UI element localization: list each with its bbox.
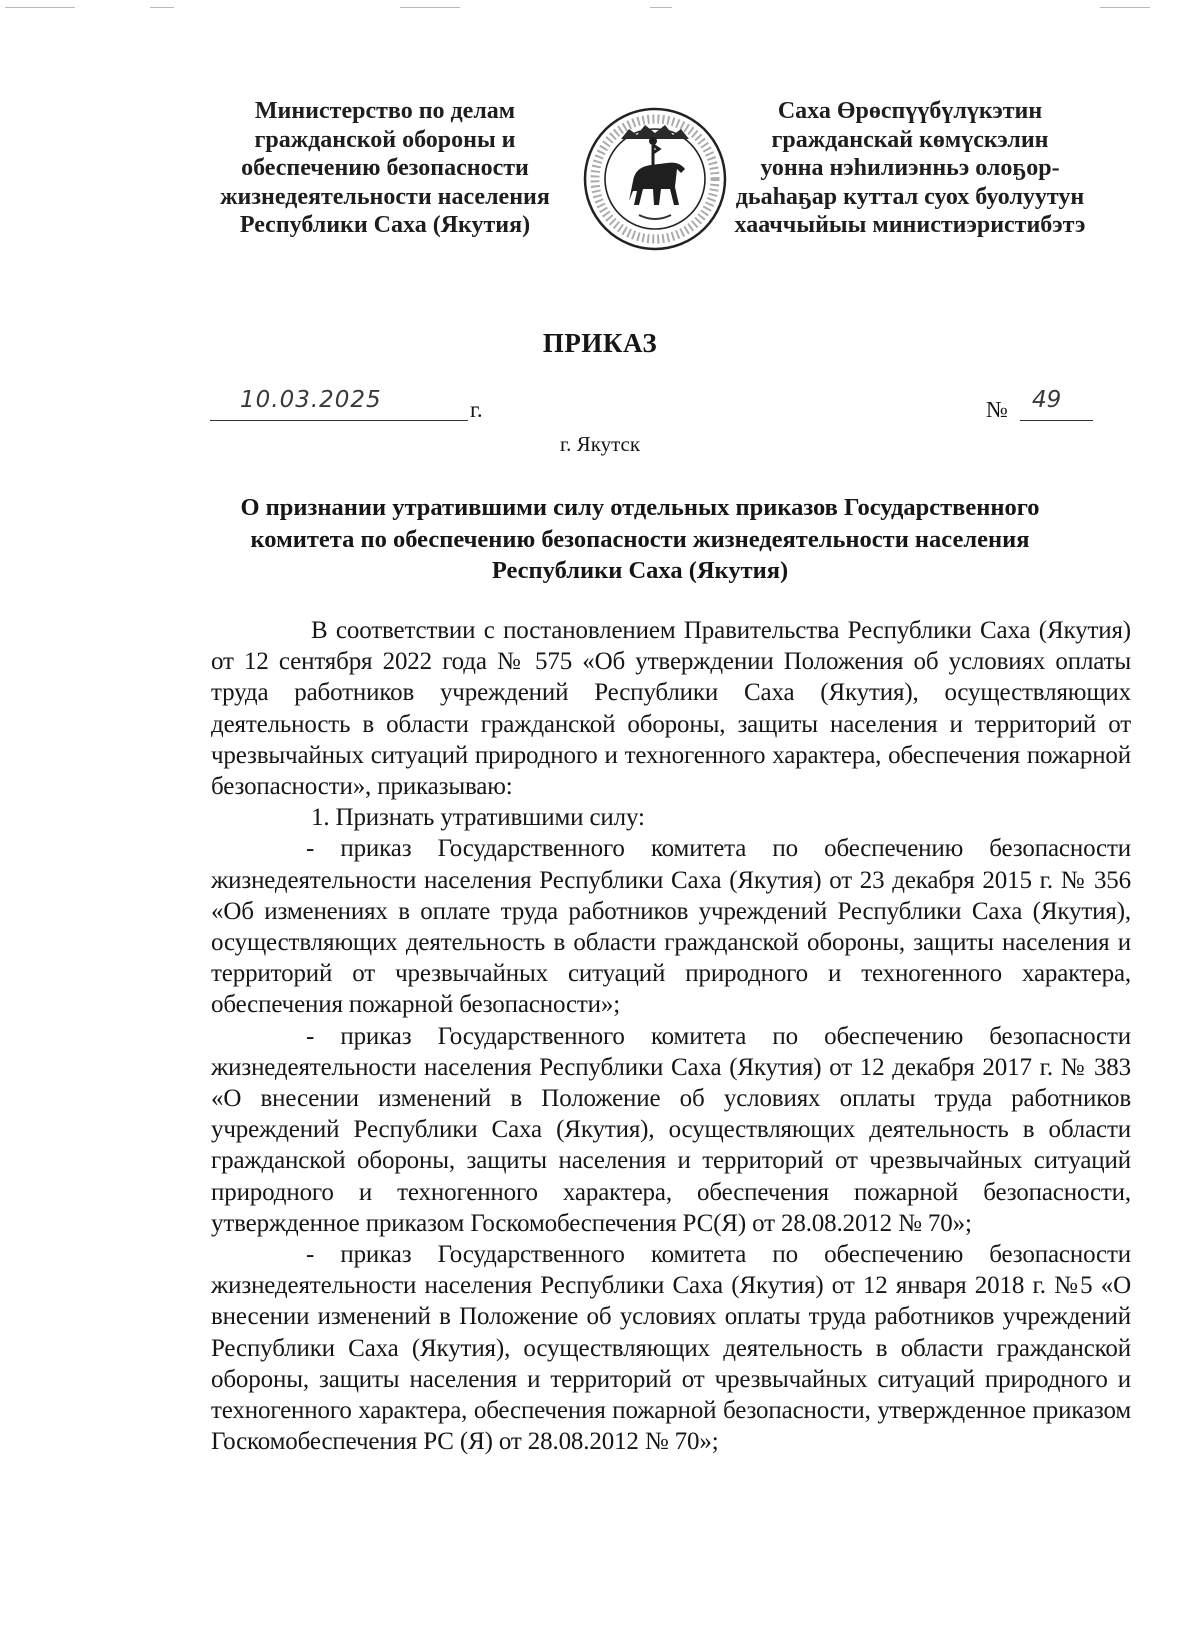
scan-artifact [5, 7, 75, 8]
header-right-line: гражданскай көмүскэлин [771, 126, 1049, 153]
scan-artifact [1100, 7, 1150, 8]
scan-artifact [150, 7, 174, 8]
scan-artifact [400, 7, 460, 8]
header-right-line: хааччыйыы министиэристибэтэ [734, 212, 1086, 238]
city: г. Якутск [559, 432, 641, 456]
ministry-name-sakha [730, 97, 1090, 240]
item-1: 1. Признать утратившими силу: [311, 804, 645, 832]
scan-artifact [650, 7, 672, 8]
header-left-line: обеспечению безопасности [241, 155, 529, 181]
sub-item: - приказ Государственного комитета по обеспечению безопасности жизнедеятельности населения Республики Саха (Якутия) от 12 января 2018 г. №5 «О внесении изменений в Положение об условиях оплаты труда работников учреждений Республики Саха (Якутия), осуществляющих деятельность в области гражданской обороны, защиты населения и территорий от чрезвычайных ситуаций природного и техногенного характера, обеспечения пожарной безопасности, утвержденное приказом Госкомобеспечения РС (Я) от 28.08.2012 № 70»; [211, 1241, 1131, 1456]
sub-item: - приказ Государственного комитета по обеспечению безопасности жизнедеятельности населения Республики Саха (Якутия) от 12 декабря 2017 г. № 383 «О внесении изменений в Положение об условиях оплаты труда работников учреждений Республики Саха (Якутия), осуществляющих деятельность в области гражданской обороны, защиты населения и территорий от чрезвычайных ситуаций природного и техногенного характера, обеспечения пожарной безопасности, утвержденное приказом Госкомобеспечения РС(Я) от 28.08.2012 № 70»; [211, 1022, 1131, 1237]
header-left-line: Республики Саха (Якутия) [239, 212, 531, 238]
header-right-line: уонна нэһилиэнньэ олоҕор- [760, 155, 1060, 181]
ministry-name-russian [205, 97, 565, 240]
number-underline [1020, 420, 1093, 421]
coat-of-arms-icon [581, 105, 729, 253]
document-title-line: О признании утратившими силу отдельных приказов Государственного [240, 494, 1040, 521]
intro-paragraph: В соответствии с постановлением Правительства Республики Саха (Якутия) от 12 сентября 2022 года № 575 «Об утверждении Положения об условиях оплаты труда работников учреждений Республики Саха (Якутия), осуществляющих деятельность в области гражданской обороны, защиты населения и территорий от чрезвычайных ситуаций природного и техногенного характера, обеспечения пожарной безопасности», приказываю: [211, 617, 1131, 801]
date-underline [210, 420, 468, 421]
header-right-line: дьаһаҕар куттал суох буолуутун [735, 183, 1085, 210]
sub-item: - приказ Государственного комитета по обеспечению безопасности жизнедеятельности населения Республики Саха (Якутия) от 23 декабря 2015 г. № 356 «Об изменениях в оплате труда работников учреждений Республики Саха (Якутия), осуществляющих деятельность в области гражданской обороны, защиты населения и территорий от чрезвычайных ситуаций природного и техногенного характера, обеспечения пожарной безопасности»; [211, 835, 1131, 1019]
header-right-line: Саха Өрөспүүбүлүкэтин [777, 98, 1043, 124]
header-left-line: жизнедеятельности населения [220, 183, 550, 210]
order-date-handwritten: 10.03.2025 [240, 387, 382, 413]
date-suffix: г. [470, 397, 483, 422]
header-left-line: гражданской обороны и [254, 126, 516, 153]
document-title-line: комитета по обеспечению безопасности жизнедеятельности населения [250, 525, 1030, 553]
header-left-line: Министерство по делам [254, 98, 516, 124]
number-sign: № [986, 397, 1008, 422]
document-title [150, 492, 1130, 587]
order-title: ПРИКАЗ [542, 328, 658, 358]
order-number-handwritten: 49 [1032, 387, 1062, 413]
document-body [211, 615, 1131, 1457]
document-title-line: Республики Саха (Якутия) [491, 557, 789, 584]
